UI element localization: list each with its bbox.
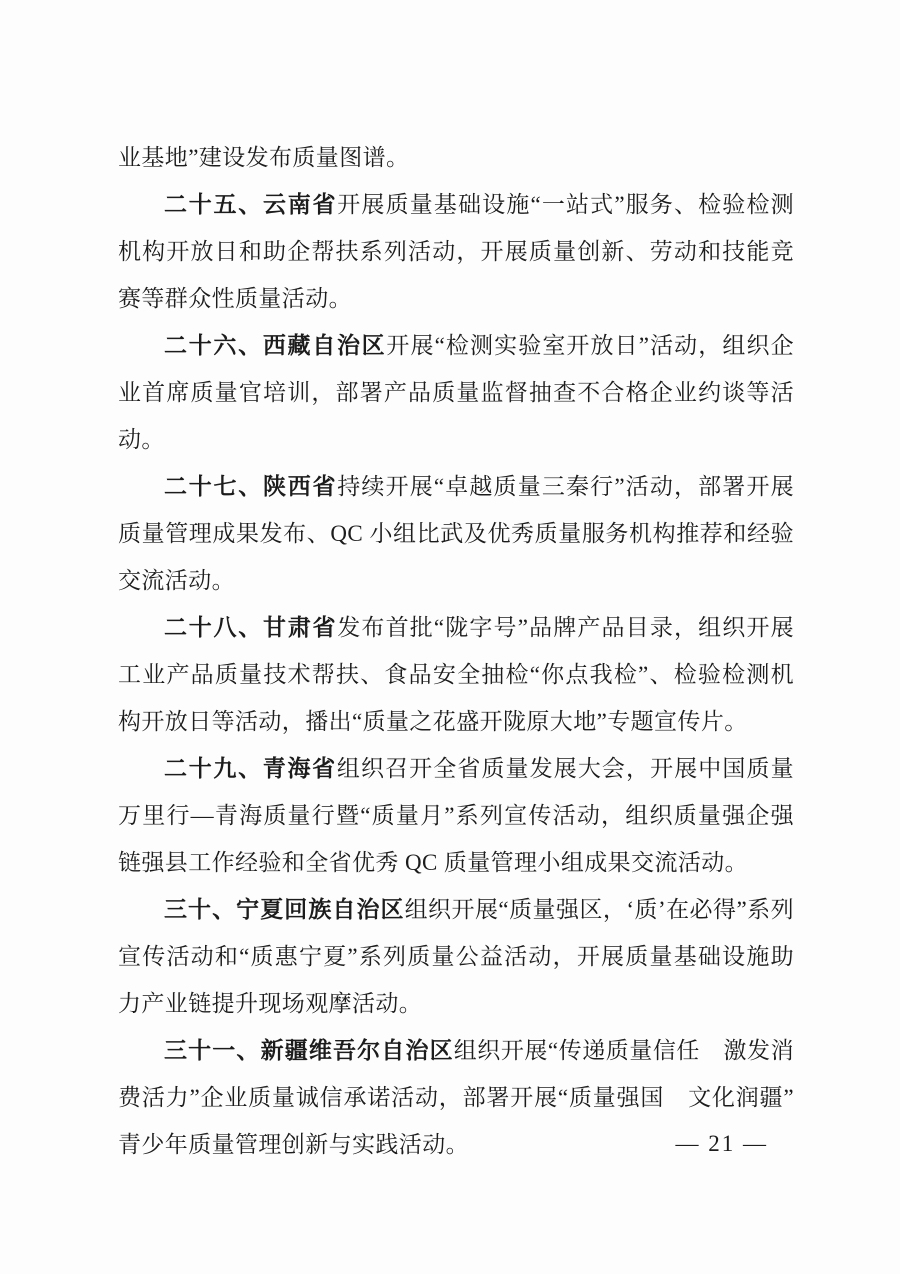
paragraph-text: 组织开展“传递质量信任 激发消费活力”企业质量诚信承诺活动，部署开展“质量强国 文化润疆”青少年质量管理创新与实践活动。 bbox=[118, 1038, 794, 1157]
paragraph-lead: 二十五、云南省 bbox=[164, 191, 338, 217]
paragraph bbox=[118, 181, 794, 322]
document-body bbox=[118, 134, 794, 1168]
paragraph bbox=[118, 134, 794, 181]
paragraph bbox=[118, 604, 794, 745]
paragraph bbox=[118, 463, 794, 604]
paragraph-text: 组织开展“质量强区，‘质’在必得”系列宣传活动和“质惠宁夏”系列质量公益活动，开展质量基础设施助力产业链提升现场观摩活动。 bbox=[118, 897, 794, 1016]
paragraph-text: 业基地”建设发布质量图谱。 bbox=[118, 145, 410, 170]
paragraph-text: 组织召开全省质量发展大会，开展中国质量万里行—青海质量行暨“质量月”系列宣传活动，组织质量强企强链强县工作经验和全省优秀 QC 质量管理小组成果交流活动。 bbox=[118, 756, 794, 875]
paragraph-lead: 二十九、青海省 bbox=[164, 755, 337, 781]
paragraph bbox=[118, 322, 794, 463]
paragraph-lead: 二十八、甘肃省 bbox=[164, 614, 338, 640]
paragraph-text: 开展质量基础设施“一站式”服务、检验检测机构开放日和助企帮扶系列活动，开展质量创新、劳动和技能竞赛等群众性质量活动。 bbox=[118, 192, 795, 311]
paragraph bbox=[118, 745, 794, 886]
paragraph-lead: 二十七、陕西省 bbox=[164, 473, 338, 499]
paragraph-text: 持续开展“卓越质量三秦行”活动，部署开展质量管理成果发布、QC 小组比武及优秀质量服务机构推荐和经验交流活动。 bbox=[118, 474, 795, 593]
paragraph-text: 开展“检测实验室开放日”活动，组织企业首席质量官培训，部署产品质量监督抽查不合格企业约谈等活动。 bbox=[118, 333, 795, 452]
paragraph-lead: 三十一、新疆维吾尔自治区 bbox=[164, 1037, 454, 1063]
paragraph bbox=[118, 886, 794, 1027]
paragraph-text: 发布首批“陇字号”品牌产品目录，组织开展工业产品质量技术帮扶、食品安全抽检“你点我检”、检验检测机构开放日等活动，播出“质量之花盛开陇原大地”专题宣传片。 bbox=[118, 615, 795, 734]
page-number: — 21 — bbox=[675, 1131, 768, 1156]
paragraph-lead: 二十六、西藏自治区 bbox=[164, 332, 387, 358]
paragraph-lead: 三十、宁夏回族自治区 bbox=[164, 896, 405, 922]
